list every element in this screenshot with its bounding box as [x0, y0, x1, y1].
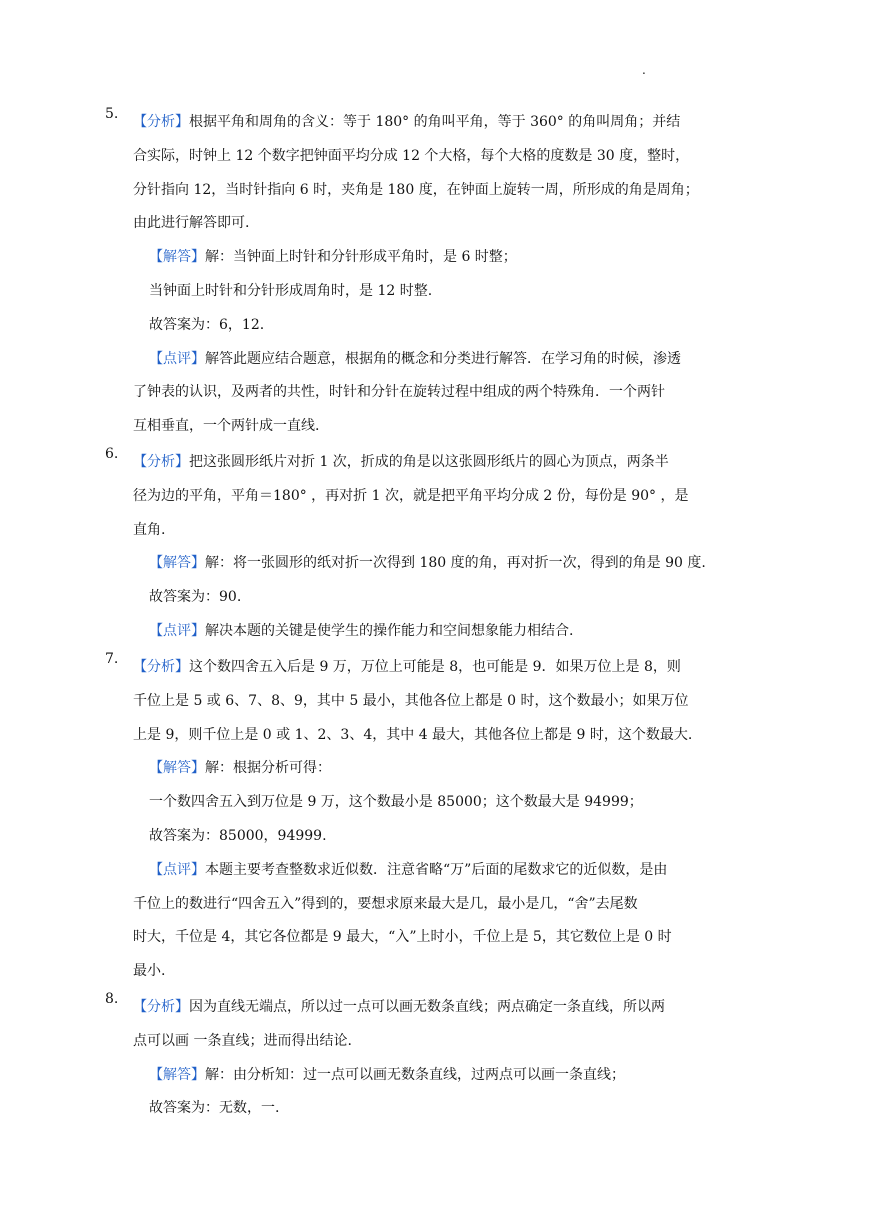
solution-item-7 — [105, 651, 743, 989]
answer-tag: 【解答】 — [149, 760, 205, 777]
review-tag: 【点评】 — [149, 861, 205, 878]
answer-line: 故答案为：6，12. — [149, 316, 265, 333]
analysis-line — [133, 651, 743, 685]
answer-text: 解：根据分析可得： — [205, 760, 331, 777]
answer-line — [149, 241, 743, 275]
analysis-tag: 【分析】 — [133, 114, 189, 130]
solution-item-8 — [105, 991, 743, 1126]
answer-line: 故答案为：85000，94999. — [149, 827, 327, 844]
review-tag: 【点评】 — [149, 622, 205, 639]
item-number: 6. — [105, 446, 119, 462]
review-line: 千位上的数进行“四舍五入”得到的，要想求原来最大是几，最小是几，“舍”去尾数 — [133, 895, 638, 912]
answer-line: 故答案为：无数，一. — [149, 1100, 280, 1117]
solution-item-5 — [105, 106, 743, 444]
answer-line — [149, 547, 743, 581]
answer-text: 解：当钟面上时针和分针形成平角时，是 6 时整； — [205, 249, 517, 266]
analysis-line: 分针指向 12，当时针指向 6 时，夹角是 180 度，在钟面上旋转一周，所形成的角是周角； — [133, 181, 699, 198]
review-line — [149, 854, 743, 888]
analysis-line — [133, 991, 743, 1025]
analysis-tag: 【分析】 — [133, 999, 189, 1015]
item-number: 5. — [105, 106, 119, 122]
header-dot: . — [642, 63, 646, 77]
review-line: 互相垂直，一个两针成一直线. — [133, 418, 320, 435]
answer-line — [149, 752, 743, 786]
answer-tag: 【解答】 — [149, 555, 205, 572]
analysis-line: 由此进行解答即可. — [133, 215, 250, 232]
review-line: 了钟表的认识，及两者的共性，时针和分针在旋转过程中组成的两个特殊角．一个两针 — [133, 384, 665, 401]
item-number: 8. — [105, 991, 119, 1007]
analysis-text: 根据平角和周角的含义：等于 180° 的角叫平角，等于 360° 的角叫周角；并结 — [189, 114, 681, 130]
analysis-text: 把这张圆形纸片对折 1 次，折成的角是以这张圆形纸片的圆心为顶点，两条半 — [189, 454, 669, 470]
review-text: 解决本题的关键是使学生的操作能力和空间想象能力相结合. — [205, 622, 574, 639]
answer-line: 故答案为：90. — [149, 589, 242, 606]
review-text: 解答此题应结合题意，根据角的概念和分类进行解答．在学习角的时候，渗透 — [205, 350, 681, 367]
answer-line — [149, 1059, 743, 1093]
answer-text: 解：将一张圆形的纸对折一次得到 180 度的角，再对折一次，得到的角是 90 度. — [205, 555, 706, 572]
review-line — [149, 615, 743, 649]
analysis-line — [133, 446, 743, 480]
review-line: 时大，千位是 4，其它各位都是 9 最大，“入”上时小，千位上是 5，其它数位上是 0 时 — [133, 929, 672, 946]
answer-tag: 【解答】 — [149, 249, 205, 266]
analysis-line: 径为边的平角，平角＝180° ，再对折 1 次，就是把平角平均分成 2 份，每份是 90° ，是 — [133, 487, 689, 504]
analysis-line: 上是 9，则千位上是 0 或 1、2、3、4，其中 4 最大，其他各位上都是 9 时，这个数最大. — [133, 726, 693, 743]
item-number: 7. — [105, 651, 119, 667]
analysis-tag: 【分析】 — [133, 454, 189, 470]
analysis-line — [133, 106, 743, 140]
review-line — [149, 343, 743, 377]
analysis-tag: 【分析】 — [133, 659, 189, 675]
analysis-line: 点可以画 一条直线；进而得出结论. — [133, 1032, 352, 1049]
answer-tag: 【解答】 — [149, 1066, 205, 1083]
review-line: 最小. — [133, 963, 166, 980]
analysis-line: 千位上是 5 或 6、7、8、9，其中 5 最小，其他各位上都是 0 时，这个数最小；如果万位 — [133, 692, 689, 709]
solution-item-6 — [105, 446, 743, 649]
analysis-text: 因为直线无端点，所以过一点可以画无数条直线；两点确定一条直线，所以两 — [189, 999, 665, 1015]
analysis-text: 这个数四舍五入后是 9 万，万位上可能是 8，也可能是 9．如果万位上是 8，则 — [189, 659, 681, 675]
analysis-line: 合实际，时钟上 12 个数字把钟面平均分成 12 个大格，每个大格的度数是 30 度，整时， — [133, 147, 690, 164]
answer-line: 当钟面上时针和分针形成周角时，是 12 时整. — [149, 282, 433, 299]
analysis-line: 直角. — [133, 521, 166, 538]
review-text: 本题主要考查整数求近似数．注意省略“万”后面的尾数求它的近似数，是由 — [205, 861, 668, 878]
answer-line: 一个数四舍五入到万位是 9 万，这个数最小是 85000；这个数最大是 94999； — [149, 794, 643, 811]
review-tag: 【点评】 — [149, 350, 205, 367]
answer-text: 解：由分析知：过一点可以画无数条直线，过两点可以画一条直线； — [205, 1066, 625, 1083]
